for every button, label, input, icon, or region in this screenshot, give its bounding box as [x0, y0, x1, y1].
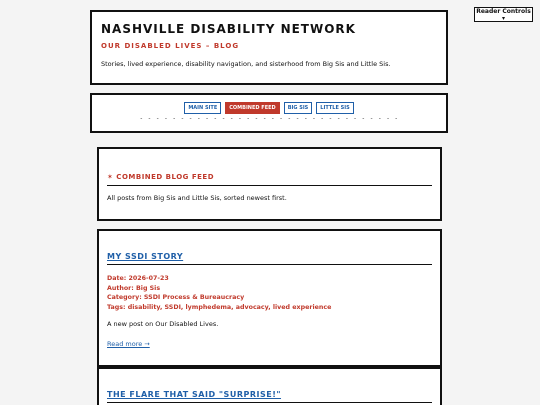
nav-dashes-divider: - - - - - - - - - - - - - - - - - - - - - - - - - - - - - - - -: [139, 115, 399, 122]
blog-nav: [90, 93, 448, 133]
post-author: Author: Big Sis: [107, 284, 161, 292]
nav-main-site[interactable]: MAIN SITE: [184, 102, 221, 114]
nav-little-sis[interactable]: LITTLE SIS: [316, 102, 353, 114]
post-card: [97, 229, 442, 367]
site-title: NASHVILLE DISABILITY NETWORK: [101, 22, 356, 36]
feed-intro-card: [97, 147, 442, 221]
feed-description: All posts from Big Sis and Little Sis, sorted newest first.: [107, 194, 287, 202]
read-more-link[interactable]: Read more →: [107, 340, 150, 348]
post-card: [97, 367, 442, 405]
post-tags: Tags: disability, SSDI, lymphedema, advocacy, lived experience: [107, 303, 332, 311]
site-header: [90, 10, 448, 85]
feed-title: ✶ COMBINED BLOG FEED: [107, 173, 432, 186]
reader-controls-button[interactable]: Reader Controls ▾: [474, 7, 533, 22]
post-meta: [107, 274, 432, 312]
post-date: Date: 2026-07-23: [107, 275, 169, 282]
site-subtitle: OUR DISABLED LIVES – BLOG: [101, 42, 240, 50]
site-description: Stories, lived experience, disability navigation, and sisterhood from Big Sis and Little Sis.: [101, 60, 391, 68]
post-title-link[interactable]: THE FLARE THAT SAID "SURPRISE!": [107, 390, 432, 403]
post-excerpt: A new post on Our Disabled Lives.: [107, 320, 219, 328]
nav-combined-feed[interactable]: COMBINED FEED: [225, 102, 279, 114]
nav-big-sis[interactable]: BIG SIS: [284, 102, 313, 114]
post-category: Category: SSDI Process & Bureaucracy: [107, 294, 245, 301]
post-title-link[interactable]: MY SSDI STORY: [107, 252, 432, 265]
